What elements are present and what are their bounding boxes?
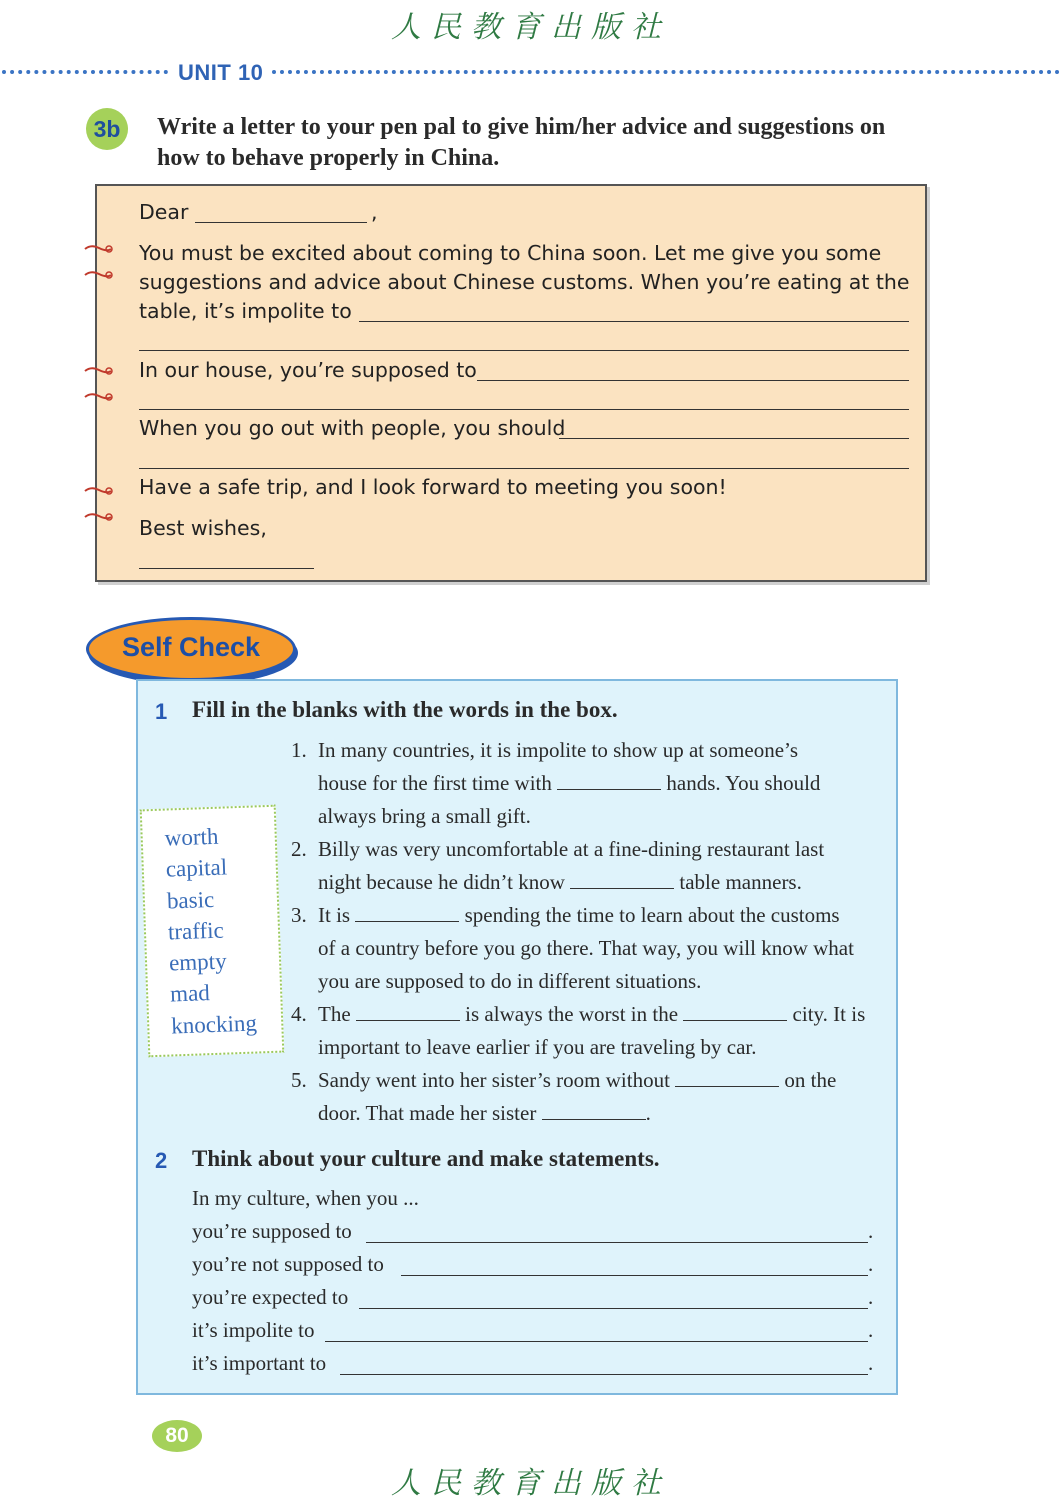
item-text: spending the time to learn about the customs [464, 903, 840, 927]
word-box-word: mad [169, 980, 211, 1007]
blank-line[interactable] [359, 321, 909, 322]
greeting-comma: , [371, 200, 378, 224]
item-text: Billy was very uncomfortable at a fine-dining restaurant last [318, 837, 825, 861]
letter-para1-line3: table, it’s impolite to [139, 299, 352, 323]
item-text: The [318, 1002, 351, 1026]
period: . [868, 1252, 874, 1276]
exercise-2-number: 2 [155, 1148, 168, 1173]
exercise-item-4 [318, 998, 888, 1064]
item-text-line [318, 998, 888, 1031]
spiral-ring-icon [83, 366, 113, 376]
fill-blank[interactable] [570, 868, 674, 889]
item-text: city. It is [792, 1002, 866, 1026]
publisher-logo-top: 人民教育出版社 [391, 10, 671, 45]
letter-para3: When you go out with people, you should [139, 416, 566, 440]
letter-closing: Have a safe trip, and I look forward to meeting you soon! [139, 475, 727, 499]
answer-line[interactable] [359, 1308, 868, 1309]
item-number: 4. [291, 1002, 307, 1026]
blank-line[interactable] [139, 350, 909, 351]
item-number: 5. [291, 1068, 307, 1092]
item-text: is always the worst in the [465, 1002, 679, 1026]
word-box-word: knocking [170, 1010, 258, 1039]
item-number: 2. [291, 837, 307, 861]
item-text: table manners. [679, 870, 802, 894]
fill-blank[interactable] [355, 901, 459, 922]
instruction-line-1: Write a letter to your pen pal to give him/her advice and suggestions on [157, 114, 886, 140]
unit-header [0, 60, 1062, 86]
item-text-line [318, 767, 888, 800]
page-number: 80 [152, 1420, 202, 1452]
spiral-ring-icon [83, 244, 113, 254]
period: . [868, 1351, 874, 1375]
statement-prompt: you’re supposed to [192, 1219, 352, 1243]
item-text: of a country before you go there. That way, you will know what [318, 936, 854, 960]
item-text: you are supposed to do in different situations. [318, 969, 702, 993]
blank-line[interactable] [139, 409, 909, 410]
task-3b-instruction [157, 112, 957, 174]
item-text: In many countries, it is impolite to show up at someone’s [318, 738, 799, 762]
item-number: 3. [291, 903, 307, 927]
word-box-word: traffic [167, 917, 225, 945]
item-text: on the [784, 1068, 837, 1092]
publisher-logo-bottom: 人民教育出版社 [391, 1466, 671, 1501]
item-text: always bring a small gift. [318, 804, 531, 828]
word-box-word: empty [168, 948, 227, 976]
item-text: Sandy went into her sister’s room without [318, 1068, 670, 1092]
unit-label: UNIT 10 [178, 60, 264, 85]
word-box-word: capital [165, 854, 228, 882]
blank-line-signature[interactable] [139, 568, 314, 569]
answer-line[interactable] [340, 1374, 868, 1375]
word-box [140, 805, 285, 1058]
item-text-line [318, 1097, 888, 1130]
answer-line[interactable] [325, 1341, 868, 1342]
blank-line[interactable] [559, 438, 909, 439]
dotted-rule-left [2, 70, 168, 74]
item-number: 1. [291, 738, 307, 762]
statement-prompt: it’s impolite to [192, 1318, 315, 1342]
exercise-item-5 [318, 1064, 888, 1130]
item-text: door. That made her sister [318, 1101, 537, 1125]
spiral-ring-icon [83, 486, 113, 496]
exercise-item-3 [318, 899, 888, 998]
letter-para1-line1: You must be excited about coming to China soon. Let me give you some [139, 241, 882, 265]
letter-greeting: Dear [139, 200, 189, 224]
item-text: house for the first time with [318, 771, 552, 795]
spiral-ring-icon [83, 512, 113, 522]
task-badge-3b: 3b [86, 108, 128, 150]
self-check-title: Self Check [121, 632, 261, 662]
blank-line-name[interactable] [195, 222, 367, 223]
fill-blank[interactable] [356, 1000, 460, 1021]
letter-para2: In our house, you’re supposed to [139, 358, 477, 382]
item-text-line [318, 899, 888, 932]
exercise-2-intro: In my culture, when you ... [192, 1186, 419, 1210]
word-box-word: worth [164, 823, 219, 851]
fill-blank[interactable] [675, 1066, 779, 1087]
exercise-item-2 [318, 833, 888, 899]
item-text: It is [318, 903, 351, 927]
item-text: . [645, 1101, 651, 1125]
exercise-1-heading: Fill in the blanks with the words in the box. [192, 697, 618, 722]
item-text: night because he didn’t know [318, 870, 565, 894]
letter-signoff: Best wishes, [139, 516, 267, 540]
spiral-ring-icon [83, 392, 113, 402]
dotted-rule-right [272, 70, 1060, 74]
statement-prompt: you’re expected to [192, 1285, 349, 1309]
item-text: hands. You should [666, 771, 821, 795]
exercise-2-heading: Think about your culture and make statements. [192, 1146, 660, 1171]
fill-blank[interactable] [557, 769, 661, 790]
fill-blank[interactable] [683, 1000, 787, 1021]
fill-blank[interactable] [542, 1099, 646, 1120]
instruction-line-2: how to behave properly in China. [157, 145, 500, 171]
statement-prompt: it’s important to [192, 1351, 327, 1375]
item-text-line [318, 1064, 888, 1097]
letter-para1-line2: suggestions and advice about Chinese customs. When you’re eating at the [139, 270, 910, 294]
period: . [868, 1219, 874, 1243]
statement-prompt: you’re not supposed to [192, 1252, 384, 1276]
blank-line[interactable] [477, 380, 909, 381]
period: . [868, 1285, 874, 1309]
exercise-item-1 [318, 734, 888, 833]
period: . [868, 1318, 874, 1342]
self-check-badge [86, 617, 296, 681]
word-box-word: basic [166, 886, 215, 914]
blank-line[interactable] [139, 468, 909, 469]
spiral-ring-icon [83, 270, 113, 280]
item-text: important to leave earlier if you are traveling by car. [318, 1035, 757, 1059]
letter-notepad [95, 184, 927, 582]
exercise-1-number: 1 [155, 699, 168, 724]
item-text-line [318, 866, 888, 899]
answer-line[interactable] [366, 1242, 868, 1243]
answer-line[interactable] [401, 1275, 868, 1276]
